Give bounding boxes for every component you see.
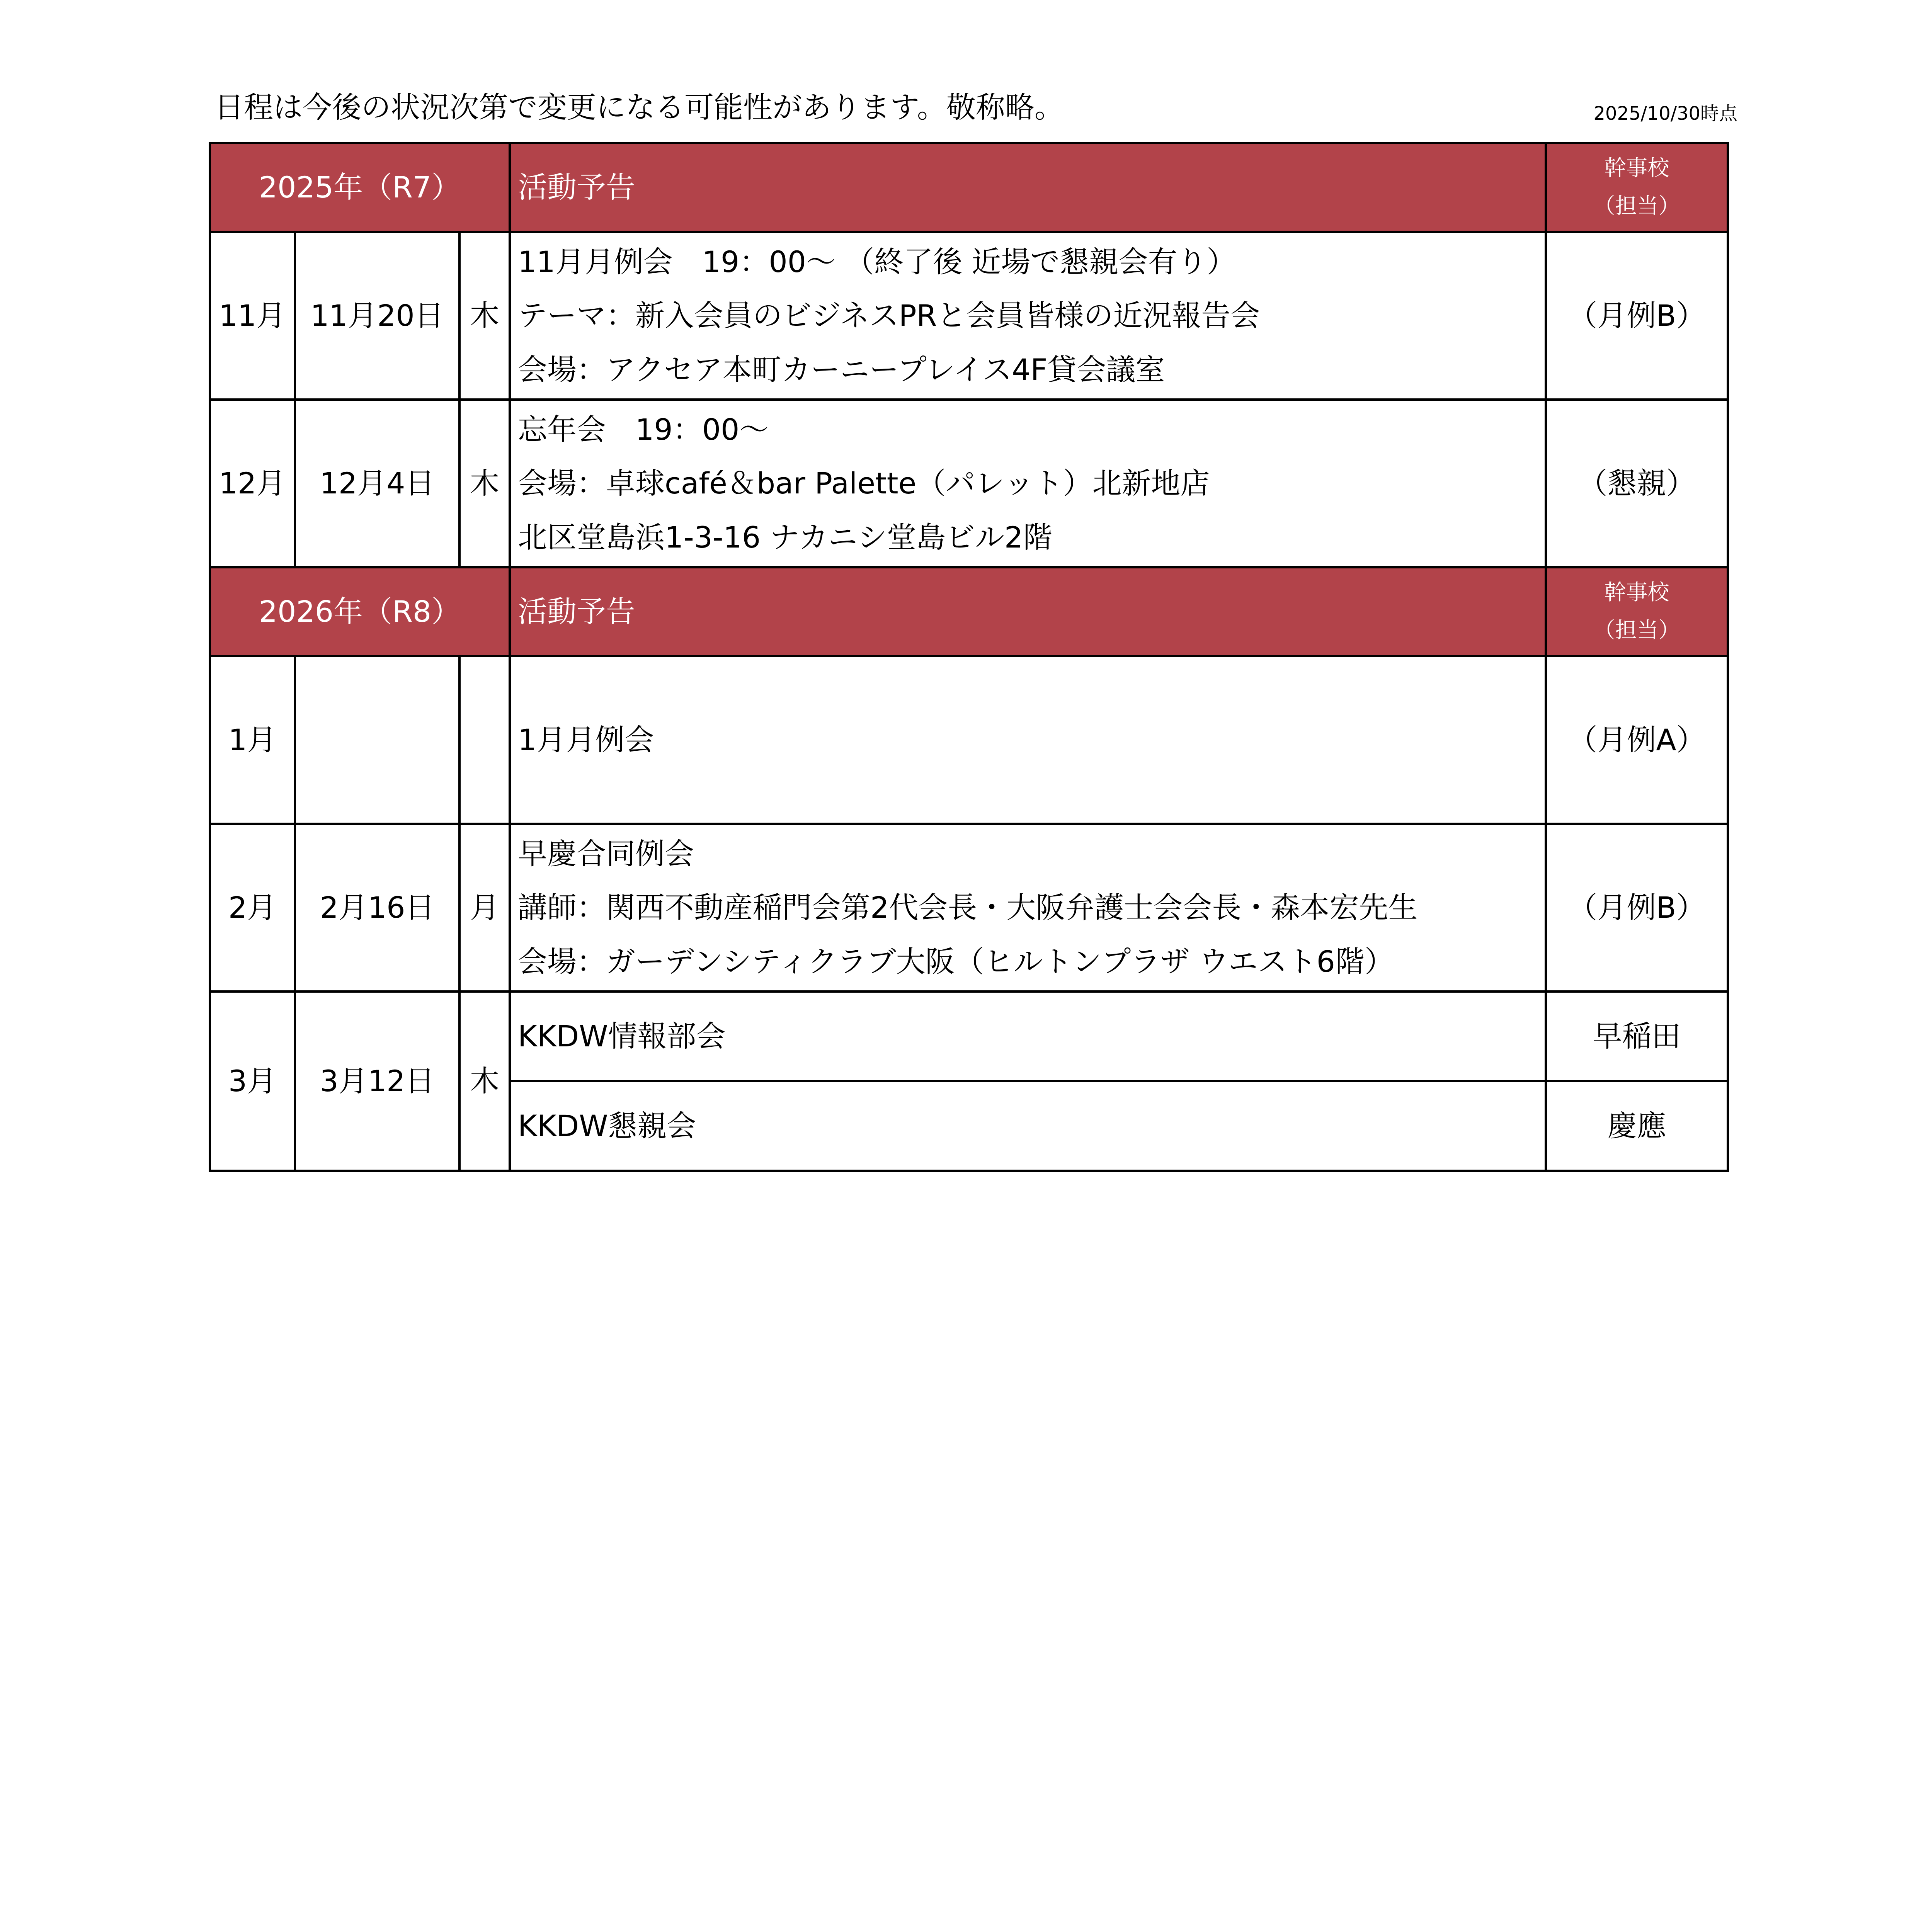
lead-cell: 早稲田 (1546, 992, 1728, 1081)
activity-cell (510, 992, 1546, 1081)
activity-cell (510, 656, 1546, 824)
activity-cell (510, 400, 1546, 567)
lead-cell: （月例A） (1546, 656, 1728, 824)
activity-cell (510, 824, 1546, 992)
activity-line: 会場：卓球café＆bar Palette（パレット）北新地店 (518, 466, 1210, 501)
date-cell: 11月20日 (295, 232, 459, 400)
lead-cell: 慶應 (1546, 1081, 1728, 1171)
activity-line: テーマ：新入会員のビジネスPRと会員皆様の近況報告会 (518, 298, 1260, 333)
table-row (210, 400, 1728, 567)
date-cell: 2月16日 (295, 824, 459, 992)
lead-school-sublabel: （担当） (1593, 618, 1680, 643)
activity-line: 忘年会 19：00～ (518, 412, 769, 447)
activity-line: KKDW情報部会 (518, 1019, 726, 1054)
year-label: 2025年（R7） (210, 143, 510, 232)
date-cell: 12月4日 (295, 400, 459, 567)
table-row (210, 992, 1728, 1081)
lead-school-sublabel: （担当） (1593, 194, 1680, 219)
lead-cell: （懇親） (1546, 400, 1728, 567)
date-cell: 3月12日 (295, 992, 459, 1171)
table-row (210, 656, 1728, 824)
lead-cell: （月例B） (1546, 232, 1728, 400)
activity-title: 活動予告 (510, 143, 1546, 232)
activity-title: 活動予告 (510, 567, 1546, 656)
schedule-table (209, 142, 1729, 1172)
activity-line: 会場：アクセア本町カーニープレイス4F貸会議室 (518, 352, 1165, 387)
activity-cell (510, 232, 1546, 400)
activity-line: 講師：関西不動産稲門会第2代会長・大阪弁護士会会長・森本宏先生 (518, 890, 1418, 925)
lead-school-header (1546, 143, 1728, 232)
activity-line: 1月月例会 (518, 723, 654, 757)
month-cell: 2月 (210, 824, 295, 992)
section-header-2025 (210, 143, 1728, 232)
weekday-cell: 木 (459, 232, 510, 400)
activity-line: KKDW懇親会 (518, 1109, 696, 1143)
as-of-date: 2025/10/30時点 (1593, 103, 1737, 124)
activity-line: 11月月例会 19：00～ （終了後 近場で懇親会有り） (518, 245, 1236, 279)
activity-cell (510, 1081, 1546, 1171)
lead-school-label: 幹事校 (1604, 580, 1669, 605)
weekday-cell (459, 656, 510, 824)
year-label: 2026年（R8） (210, 567, 510, 656)
schedule-notice: 日程は今後の状況次第で変更になる可能性があります。敬称略。 (214, 90, 1064, 124)
lead-cell: （月例B） (1546, 824, 1728, 992)
activity-line: 北区堂島浜1-3-16 ナカニシ堂島ビル2階 (518, 520, 1053, 554)
date-cell (295, 656, 459, 824)
section-header-2026 (210, 567, 1728, 656)
lead-school-header (1546, 567, 1728, 656)
weekday-cell: 月 (459, 824, 510, 992)
weekday-cell: 木 (459, 992, 510, 1171)
month-cell: 12月 (210, 400, 295, 567)
activity-line: 会場：ガーデンシティクラブ大阪（ヒルトンプラザ ウエスト6階） (518, 944, 1394, 979)
weekday-cell: 木 (459, 400, 510, 567)
lead-school-label: 幹事校 (1604, 156, 1669, 181)
month-cell: 1月 (210, 656, 295, 824)
table-row (210, 232, 1728, 400)
month-cell: 3月 (210, 992, 295, 1171)
activity-line: 早慶合同例会 (518, 837, 694, 871)
table-row (210, 824, 1728, 992)
month-cell: 11月 (210, 232, 295, 400)
